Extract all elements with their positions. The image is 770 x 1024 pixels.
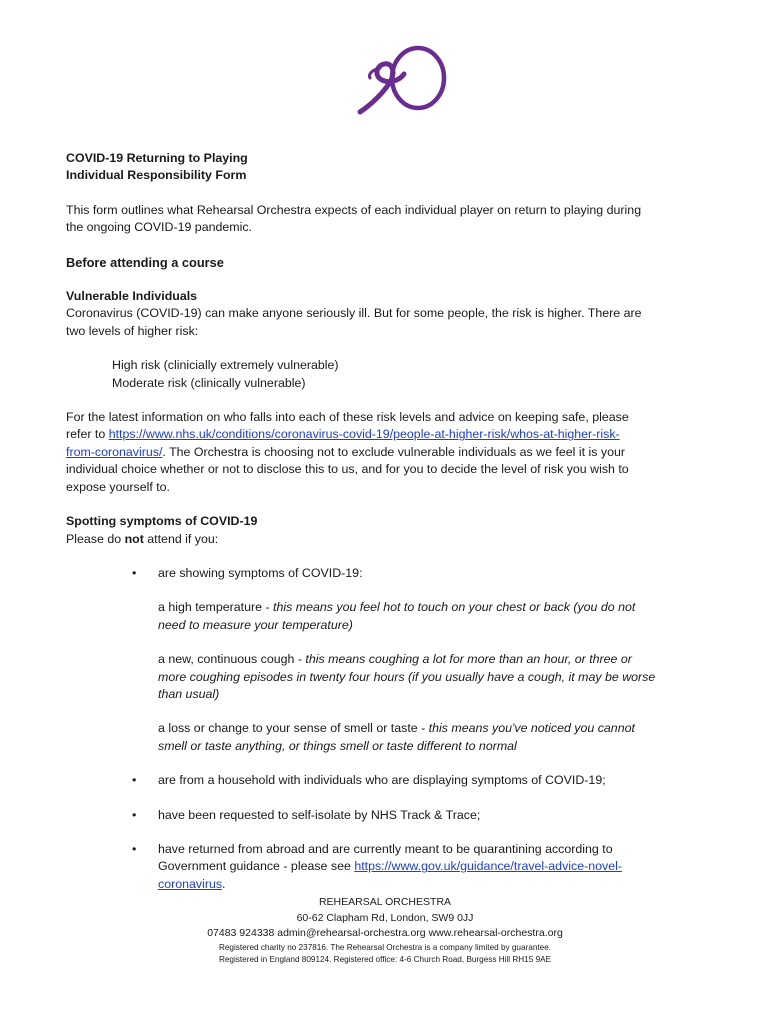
- temp-desc-2: need to measure your temperature): [158, 617, 353, 632]
- refer-text: refer to: [66, 427, 109, 442]
- symptom-bullet-list: [66, 565, 706, 893]
- bullet-4-line2: Government guidance - please see: [158, 859, 355, 874]
- smell-desc-1: this means you've noticed you cannot: [428, 721, 635, 736]
- symptom-smell: [158, 720, 706, 755]
- lead-pre: Please do: [66, 531, 125, 546]
- latest-line3: [66, 444, 706, 461]
- footer-org: REHEARSAL ORCHESTRA: [318, 896, 452, 908]
- bullet-icon: •: [132, 841, 137, 856]
- risk-high: High risk (clinicially extremely vulnerable): [112, 358, 339, 373]
- page-footer: [0, 895, 770, 966]
- form-title-line1: COVID-19 Returning to Playing: [66, 151, 248, 165]
- form-title-line2: Individual Responsibility Form: [66, 168, 247, 183]
- symptoms-lead: [66, 531, 706, 548]
- gov-travel-link[interactable]: https://www.gov.uk/guidance/travel-advice-novel-: [354, 859, 622, 874]
- nhs-link[interactable]: https://www.nhs.uk/conditions/coronavirus-covid-19/people-at-higher-risk/whos-at-higher-risk-: [108, 427, 620, 442]
- orchestra-logo-icon: [352, 44, 452, 116]
- cough-label: a new, continuous cough -: [158, 652, 306, 667]
- lead-bold: not: [124, 531, 144, 546]
- latest-line4: individual choice whether or not to disclose this to us, and for you to decide the level of risk you wish to: [66, 462, 629, 477]
- lead-post: attend if you:: [143, 531, 219, 546]
- temp-desc-1: this means you feel hot to touch on your chest or back (you do not: [273, 600, 636, 615]
- vulnerable-title: Vulnerable Individuals: [66, 289, 198, 304]
- cough-desc-1: this means coughing a lot for more than an hour, or three or: [305, 652, 632, 667]
- footer-registered: Registered in England 809124. Registered office: 4-6 Church Road, Burgess Hill RH15 9AE: [218, 954, 552, 964]
- section-heading-before: Before attending a course: [66, 254, 224, 270]
- footer-address: 60-62 Clapham Rd, London, SW9 0JJ: [296, 911, 474, 924]
- bullet-icon: •: [132, 807, 137, 822]
- bullet-4-line1: have returned from abroad and are currently meant to be quarantining according to: [158, 841, 613, 856]
- bullet-3-text: have been requested to self-isolate by NHS Track & Trace;: [158, 807, 481, 822]
- smell-desc-2: smell or taste anything, or things smell or taste different to normal: [158, 738, 517, 753]
- latest-line3-text: . The Orchestra is choosing not to exclude vulnerable individuals as we feel it is your: [162, 444, 626, 459]
- symptom-cough: [158, 651, 706, 703]
- vulnerable-line2: two levels of higher risk:: [66, 323, 199, 338]
- gov-travel-link-continued[interactable]: coronavirus: [158, 876, 223, 891]
- nhs-link-continued[interactable]: from-coronavirus/: [66, 444, 163, 459]
- footer-contact: 07483 924338 admin@rehearsal-orchestra.org www.rehearsal-orchestra.org: [207, 927, 563, 939]
- document-body: [66, 150, 706, 893]
- list-item: [66, 565, 706, 755]
- footer-charity: Registered charity no 237816. The Rehearsal Orchestra is a company limited by guarantee.: [218, 942, 552, 952]
- latest-line1: For the latest information on who falls into each of these risk levels and advice on keeping safe, please: [66, 410, 629, 425]
- intro-line2: the ongoing COVID-19 pandemic.: [66, 220, 252, 235]
- bullet-4-end: .: [222, 876, 226, 891]
- smell-label: a loss or change to your sense of smell or taste -: [158, 721, 429, 736]
- latest-line5: expose yourself to.: [66, 479, 171, 494]
- bullet-2-text: are from a household with individuals who are displaying symptoms of COVID-19;: [158, 773, 606, 788]
- symptoms-title: Spotting symptoms of COVID-19: [66, 514, 258, 529]
- cough-desc-3: than usual): [158, 686, 220, 701]
- symptom-temperature: [158, 599, 706, 634]
- list-item: [66, 841, 706, 893]
- bullet-icon: •: [132, 565, 137, 580]
- cough-desc-2: more coughing episodes in twenty four hours (if you usually have a cough, it may be worse: [158, 669, 656, 684]
- list-item: [66, 807, 706, 824]
- latest-line2: [66, 426, 706, 443]
- vulnerable-line1: Coronavirus (COVID-19) can make anyone seriously ill. But for some people, the risk is higher. There are: [66, 306, 642, 321]
- risk-moderate: Moderate risk (clinically vulnerable): [112, 375, 306, 390]
- bullet-1-text: are showing symptoms of COVID-19:: [158, 565, 363, 580]
- list-item: [66, 772, 706, 789]
- temp-label: a high temperature -: [158, 600, 274, 615]
- bullet-icon: •: [132, 773, 137, 788]
- intro-line1: This form outlines what Rehearsal Orchestra expects of each individual player on return to playing during: [66, 202, 642, 217]
